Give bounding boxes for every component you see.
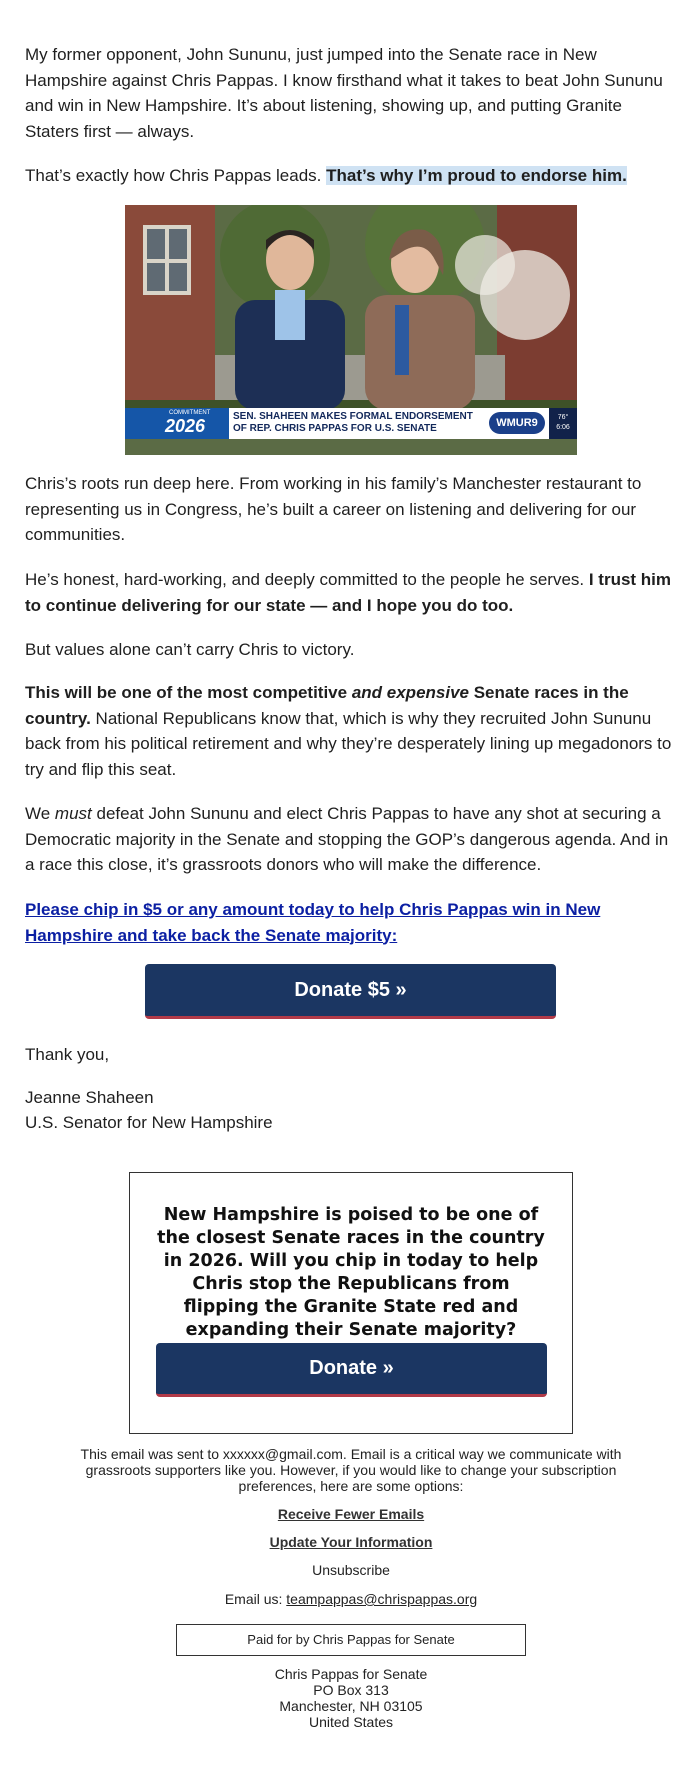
wmur-logo: WMUR9 xyxy=(489,412,545,434)
commitment-logo: COMMITMENT 2026 xyxy=(125,408,229,439)
donate-button[interactable]: Donate » xyxy=(156,1343,547,1397)
paragraph-intro: My former opponent, John Sununu, just jumped into the Senate race in New Hampshire against Chris Pappas. I know firsthand what it takes to beat John Sununu and win in New Hampshire. It’s about listening, showing up, and putting Granite Staters first — always. xyxy=(25,45,663,141)
paragraph-trust: He’s honest, hard-working, and deeply committed to the people he serves. I trust him to continue delivering for our state — and I hope you do too. xyxy=(25,570,672,615)
thanks-text: Thank you, xyxy=(25,1045,110,1064)
email-link[interactable]: teampappas@chrispappas.org xyxy=(286,1591,478,1607)
endorse-text: That’s exactly how Chris Pappas leads. xyxy=(25,166,327,185)
paragraph-endorse xyxy=(25,163,677,189)
appeal-box xyxy=(129,1172,573,1434)
footer-notice: This email was sent to xxxxxx@gmail.com. Email is a critical way we communicate with grassroots supporters like you. However, if you would like to change your subscription preferences, here are some options: xyxy=(80,1446,622,1494)
paid-for-box: Paid for by Chris Pappas for Senate xyxy=(176,1624,526,1656)
footer-email-line: Email us: teampappas@chrispappas.org xyxy=(224,1591,478,1607)
endorse-highlight: That’s why I’m proud to endorse him. xyxy=(326,166,627,185)
paragraph-competitive: This will be one of the most competitive and expensive Senate races in the country. National Republicans know that, which is why they recruited John Sununu back from his political retirement and why they’re desperately lining up megadonors to try and flip this seat. xyxy=(25,683,672,779)
chyron-headline: SEN. SHAHEEN MAKES FORMAL ENDORSEMENT OF REP. CHRIS PAPPAS FOR U.S. SENATE xyxy=(233,411,473,434)
chip-in-link[interactable]: Please chip in $5 or any amount today to help Chris Pappas win in New Hampshire and take back the Senate majority: xyxy=(25,900,601,945)
chip-in-link-wrap xyxy=(25,897,677,948)
footer-update-wrap xyxy=(60,1534,642,1550)
donate-5-button[interactable]: Donate $5 » xyxy=(145,964,556,1019)
unsubscribe-link[interactable]: Unsubscribe xyxy=(312,1562,390,1578)
paragraph-values: But values alone can’t carry Chris to victory. xyxy=(25,640,355,659)
trust-bold: I trust him to continue delivering for our state — and I hope you do too. xyxy=(25,570,672,615)
receive-fewer-emails-link[interactable]: Receive Fewer Emails xyxy=(277,1506,425,1522)
mailing-address: Chris Pappas for Senate PO Box 313 Manchester, NH 03105 United States xyxy=(274,1666,428,1730)
footer-fewer-wrap xyxy=(60,1506,642,1522)
appeal-text: New Hampshire is poised to be one of the closest Senate races in the country in 2026. Will you chip in today to help Chris stop the Republicans from flipping the Granite State red and expanding their Senate majority? xyxy=(157,1205,545,1340)
paragraph-must: We must defeat John Sununu and elect Chris Pappas to have any shot at securing a Democratic majority in the Senate and stopping the GOP’s dangerous agenda. And in a race this close, it’s grassroots donors who will make the difference. xyxy=(25,804,669,874)
update-information-link[interactable]: Update Your Information xyxy=(269,1534,433,1550)
signature-title: U.S. Senator for New Hampshire xyxy=(25,1113,273,1132)
paragraph-roots: Chris’s roots run deep here. From working in his family’s Manchester restaurant to representing us in Congress, he’s built a career on listening and delivering for our communities. xyxy=(25,474,642,544)
weather-time: 76° 6:06 xyxy=(549,408,577,439)
endorsement-photo xyxy=(125,205,577,455)
signature-name: Jeanne Shaheen xyxy=(25,1088,154,1107)
chyron xyxy=(125,408,577,439)
